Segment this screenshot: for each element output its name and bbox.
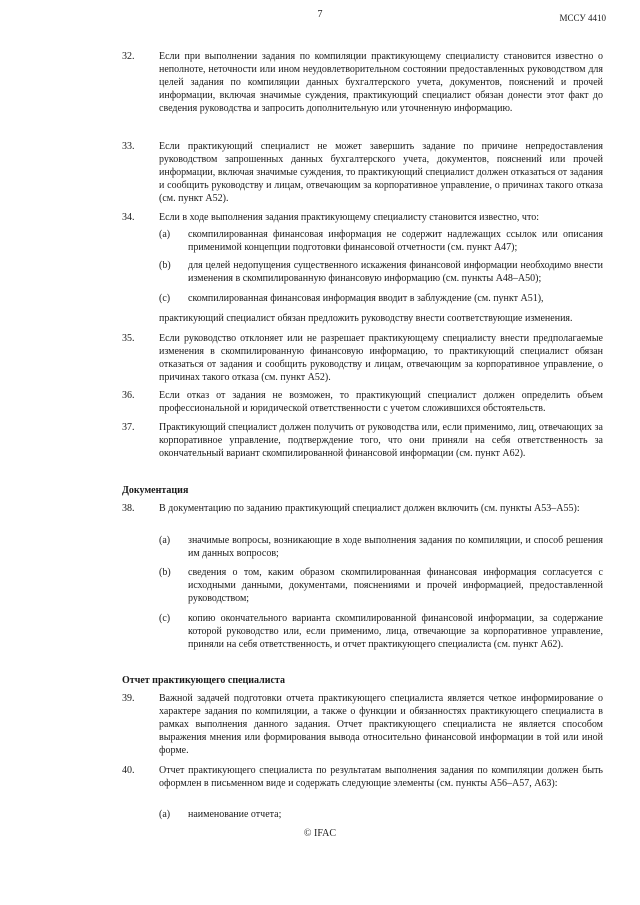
paragraph-38-intro: В документацию по заданию практикующий специалист должен включить (см. пункты А53–А55): — [159, 503, 580, 514]
paragraph-number: 40. — [122, 765, 135, 776]
list-item-letter: (c) — [159, 293, 171, 304]
list-item: значимые вопросы, возникающие в ходе выполнения задания по компиляции, и способ решения им данных вопросов; — [188, 535, 603, 559]
copyright-footer: © IFAC — [303, 828, 337, 839]
paragraph-number: 33. — [122, 141, 135, 152]
list-item: скомпилированная финансовая информация вводит в заблуждение (см. пункт А51), — [188, 293, 544, 304]
list-item-letter: (a) — [159, 535, 171, 546]
paragraph-33: Если практикующий специалист не может завершить задание по причине непредоставления руководством запрошенных данных бухгалтерского учета, документов, пояснений или прочей информации, включая значимые суждения, то практикующий специалист должен отказаться от задания и сообщить руководству и лицам, отвечающим за корпоративное управление, о причинах такого отказа (см. пункт А52). — [159, 141, 603, 204]
paragraph-number: 34. — [122, 212, 135, 223]
paragraph-40: Отчет практикующего специалиста по результатам выполнения задания по компиляции должен быть оформлен в письменном виде и содержать следующие элементы (см. пункты А56–А57, А63): — [159, 765, 603, 789]
paragraph-number: 38. — [122, 503, 135, 514]
list-item: копию окончательного варианта скомпилированной финансовой информации, за содержание которой руководство или, если применимо, лица, отвечающие за корпоративное управление, приняли на себя ответственность, и отчет практикующего специалиста (см. пункт А62). — [188, 613, 603, 650]
paragraph-32: Если при выполнении задания по компиляции практикующему специалисту становится известно о неполноте, неточности или ином неудовлетворительном состоянии предоставленных руководством для целей задания по компиляции данных бухгалтерского учета, документов, пояснений и прочей информации, включая значимые суждения, практикующий специалист обязан донести этот факт до сведения руководства и запросить дополнительную или уточненную информацию. — [159, 51, 603, 114]
section-heading-report: Отчет практикующего специалиста — [122, 675, 285, 686]
page-number: 7 — [317, 9, 323, 20]
paragraph-34-closing: практикующий специалист обязан предложить руководству внести соответствующие изменения. — [159, 313, 573, 324]
list-item: наименование отчета; — [188, 809, 282, 820]
paragraph-37: Практикующий специалист должен получить от руководства или, если применимо, лиц, отвечающих за корпоративное управление, подтверждение того, что они приняли на себя ответственность за окончательный вариант скомпилированной финансовой информации (см. пункт А62). — [159, 422, 603, 459]
list-item-letter: (c) — [159, 613, 171, 624]
list-item-letter: (a) — [159, 229, 171, 240]
document-id: МССУ 4410 — [559, 13, 606, 23]
list-item: для целей недопущения существенного искажения финансовой информации необходимо внести изменения в скомпилированную финансовую информацию (см. пункты А48–А50); — [188, 260, 603, 284]
list-item: скомпилированная финансовая информация не содержит надлежащих ссылок или описания применимой концепции подготовки финансовой отчетности (см. пункт А47); — [188, 229, 603, 253]
paragraph-35: Если руководство отклоняет или не разрешает практикующему специалисту внести предполагаемые изменения в скомпилированную финансовую информацию, то практикующий специалист обязан отказаться от задания и сообщить руководству и лицам, отвечающим за корпоративное управление, о причинах такого отказа (см. пункт А52). — [159, 333, 603, 383]
paragraph-34-intro: Если в ходе выполнения задания практикующему специалисту становится известно, что: — [159, 212, 539, 223]
paragraph-number: 39. — [122, 693, 135, 704]
list-item: сведения о том, каким образом скомпилированная финансовая информация согласуется с исходными данными, документами, пояснениями и прочей информацией, предоставленной руководством; — [188, 567, 603, 604]
paragraph-number: 32. — [122, 51, 135, 62]
paragraph-39: Важной задачей подготовки отчета практикующего специалиста является четкое информирование о характере задания по компиляции, а также о функции и обязанностях практикующего специалиста в рамках выполнения данного задания. Отчет практикующего специалиста не является способом выражения мнения или формирования вывода относительно финансовой информации в той или иной форме. — [159, 693, 603, 756]
paragraph-number: 37. — [122, 422, 135, 433]
paragraph-36: Если отказ от задания не возможен, то практикующий специалист должен определить объем профессиональной и юридической ответственности с учетом сложившихся обстоятельств. — [159, 390, 603, 414]
list-item-letter: (b) — [159, 260, 171, 271]
paragraph-number: 35. — [122, 333, 135, 344]
list-item-letter: (a) — [159, 809, 171, 820]
list-item-letter: (b) — [159, 567, 171, 578]
section-heading-documentation: Документация — [122, 485, 189, 496]
paragraph-number: 36. — [122, 390, 135, 401]
